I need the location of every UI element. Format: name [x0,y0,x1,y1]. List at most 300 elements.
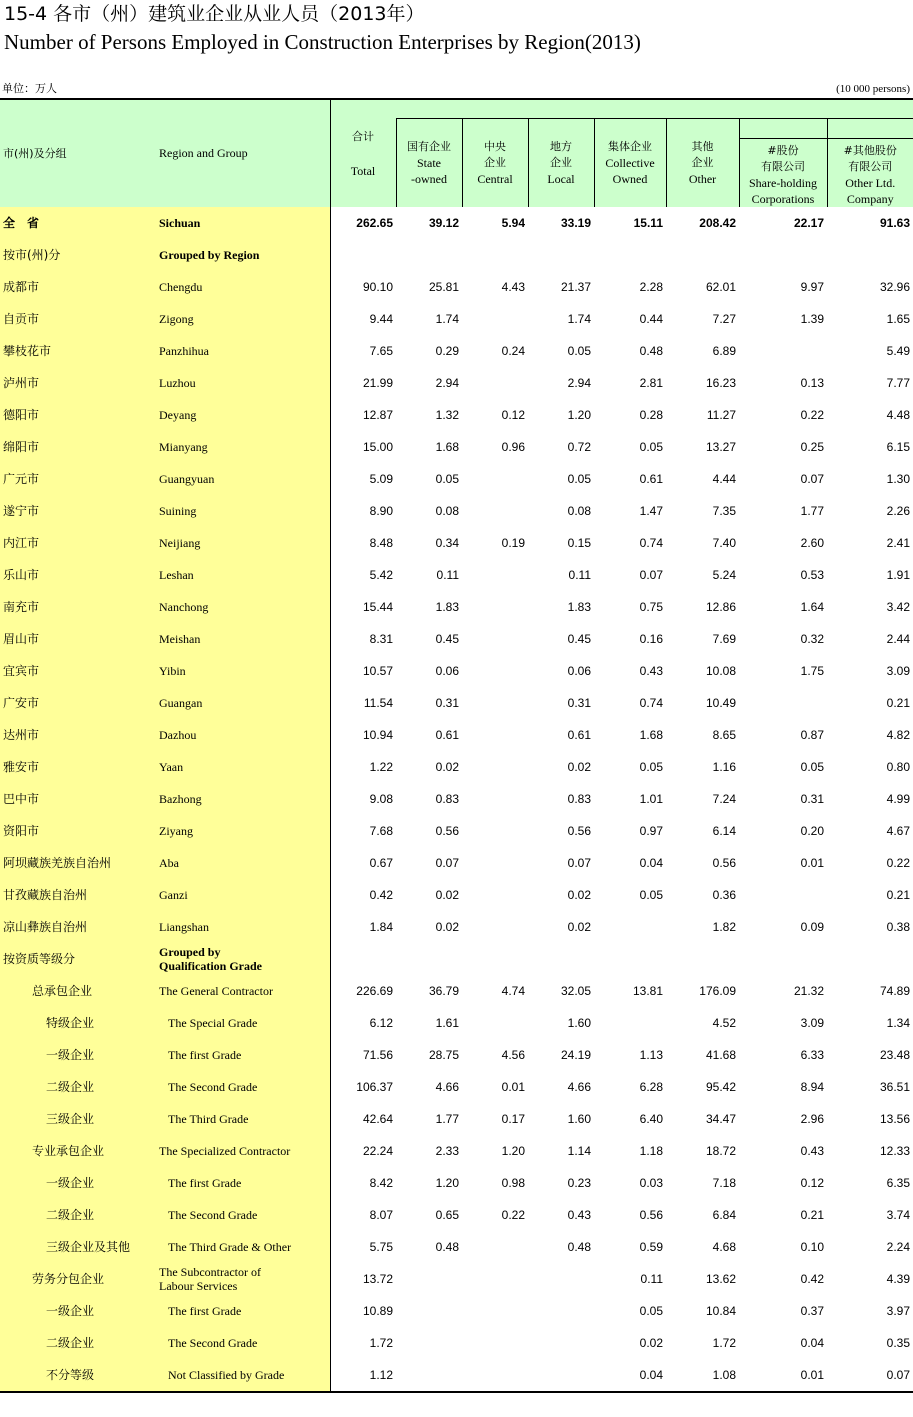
row-label-en: The Third Grade & Other [156,1231,330,1263]
cell-value: 1.83 [567,600,591,614]
cell-value: 0.45 [435,632,459,646]
cell-value: 0.01 [800,856,824,870]
cell-value: 0.43 [800,1144,824,1158]
cell-value: 0.83 [435,792,459,806]
cell-value: 32.05 [560,984,591,998]
cell-value: 6.84 [712,1208,736,1222]
cell-value: 2.96 [800,1112,824,1126]
cell-value: 4.82 [886,728,910,742]
cell-value: 1.30 [886,472,910,486]
cell-value: 1.60 [567,1016,591,1030]
cell-value: 2.94 [567,376,591,390]
cell-value: 0.56 [639,1208,663,1222]
row-label-en: Panzhihua [156,335,330,367]
cell-value: 5.94 [501,216,525,230]
cell-value: 3.74 [886,1208,910,1222]
cell-value: 6.15 [886,440,910,454]
row-label-cn: 内江市 [0,527,156,559]
header-share-holding: #股份 有限公司 Share-holding Corporations [739,119,827,208]
header-other-ltd: #其他股份 有限公司 Other Ltd. Company [827,119,913,208]
cell-value: 0.22 [886,856,910,870]
cell-value: 0.04 [639,856,663,870]
row-label-en: Liangshan [156,911,330,943]
cell-value [462,783,528,815]
row-label-cn: 阿坝藏族羌族自治州 [0,847,156,879]
cell-value: 0.04 [800,1336,824,1350]
cell-value: 0.83 [567,792,591,806]
cell-value: 0.61 [435,728,459,742]
cell-value: 0.42 [330,879,396,911]
cell-value: 3.42 [886,600,910,614]
table-row [0,463,913,495]
cell-value [462,303,528,335]
cell-value: 1.47 [639,504,663,518]
row-label-cn: 德阳市 [0,399,156,431]
cell-value: 1.84 [330,911,396,943]
cell-value: 15.11 [633,216,663,230]
cell-value: 0.43 [567,1208,591,1222]
row-label-en: The Second Grade [156,1071,330,1103]
cell-value: 0.22 [800,408,824,422]
cell-value: 6.28 [639,1080,663,1094]
cell-value: 0.21 [886,696,910,710]
cell-value: 4.66 [567,1080,591,1094]
employment-table [0,98,913,1393]
row-label-en: The Second Grade [156,1327,330,1359]
cell-value: 0.74 [639,536,663,550]
row-label-cn: 二级企业 [0,1071,156,1103]
cell-value: 5.49 [886,344,910,358]
cell-value: 0.02 [639,1336,663,1350]
row-label-cn: 一级企业 [0,1167,156,1199]
cell-value: 1.20 [501,1144,525,1158]
cell-value: 13.81 [632,984,663,998]
table-row [0,1135,913,1167]
cell-value: 7.69 [712,632,736,646]
cell-value: 2.81 [639,376,663,390]
cell-value: 0.07 [567,856,591,870]
cell-value: 7.68 [330,815,396,847]
cell-value: 0.80 [886,760,910,774]
cell-value: 7.40 [712,536,736,550]
row-label-en: The Specialized Contractor [156,1135,330,1167]
cell-value: 208.42 [699,216,736,230]
cell-value: 0.21 [886,888,910,902]
table-row [0,1071,913,1103]
table-row [0,207,913,239]
cell-value: 0.56 [567,824,591,838]
cell-value: 0.35 [886,1336,910,1350]
row-label-cn: 甘孜藏族自治州 [0,879,156,911]
cell-value: 0.02 [567,888,591,902]
cell-value: 4.43 [501,280,525,294]
cell-value: 2.94 [435,376,459,390]
cell-value: 71.56 [330,1039,396,1071]
cell-value: 0.48 [639,344,663,358]
row-label-en: Neijiang [156,527,330,559]
table-row [0,623,913,655]
cell-value: 0.07 [435,856,459,870]
row-label-en: Deyang [156,399,330,431]
cell-value [462,1327,528,1359]
cell-value: 5.09 [330,463,396,495]
cell-value: 0.08 [567,504,591,518]
cell-value: 1.20 [567,408,591,422]
table-row [0,495,913,527]
cell-value: 7.24 [712,792,736,806]
row-label-cn: 不分等级 [0,1359,156,1392]
cell-value: 7.27 [712,312,736,326]
cell-value: 0.48 [567,1240,591,1254]
cell-value [666,239,739,271]
cell-value: 0.97 [639,824,663,838]
row-label-en: Grouped by Region [156,239,330,271]
cell-value: 0.34 [435,536,459,550]
cell-value: 0.29 [435,344,459,358]
cell-value [462,687,528,719]
cell-value: 5.42 [330,559,396,591]
cell-value: 0.05 [639,440,663,454]
cell-value: 0.11 [568,568,591,582]
table-row [0,847,913,879]
cell-value: 0.01 [739,1359,827,1392]
cell-value: 4.56 [501,1048,525,1062]
row-label-en: Guangyuan [156,463,330,495]
cell-value: 0.06 [435,664,459,678]
cell-value: 0.44 [639,312,663,326]
cell-value: 2.60 [800,536,824,550]
table-row [0,1039,913,1071]
cell-value: 4.48 [886,408,910,422]
cell-value [462,943,528,975]
cell-value: 0.37 [800,1304,824,1318]
cell-value: 1.65 [886,312,910,326]
cell-value: 8.42 [330,1167,396,1199]
row-label-en: Ganzi [156,879,330,911]
cell-value [396,1327,462,1359]
unit-label-en: (10 000 persons) [836,83,910,95]
cell-value: 0.59 [639,1240,663,1254]
row-label-en: Bazhong [156,783,330,815]
table-row [0,783,913,815]
row-label-cn: 广安市 [0,687,156,719]
cell-value: 21.99 [330,367,396,399]
row-label-cn: 按市(州)分 [0,239,156,271]
cell-value: 0.24 [501,344,525,358]
cell-value: 0.07 [639,568,663,582]
cell-value: 36.79 [428,984,459,998]
row-label-en: Yaan [156,751,330,783]
cell-value: 0.04 [594,1359,666,1392]
table-row [0,655,913,687]
table-row [0,1295,913,1327]
cell-value: 1.20 [435,1176,459,1190]
cell-value: 90.10 [330,271,396,303]
cell-value [739,943,827,975]
cell-value: 1.61 [435,1016,459,1030]
cell-value: 10.84 [705,1304,736,1318]
cell-value [462,367,528,399]
cell-value: 0.05 [567,344,591,358]
cell-value: 12.86 [705,600,736,614]
table-row [0,239,913,271]
cell-value: 4.39 [886,1272,910,1286]
cell-value: 0.72 [567,440,591,454]
cell-value: 0.02 [567,760,591,774]
cell-value: 0.07 [827,1359,913,1392]
cell-value: 1.13 [639,1048,663,1062]
cell-value [462,1295,528,1327]
cell-value: 4.68 [712,1240,736,1254]
cell-value: 7.18 [712,1176,736,1190]
table-title-cn: 15-4 各市（州）建筑业企业从业人员（2013年） [4,3,425,25]
cell-value: 0.45 [567,632,591,646]
row-label-en: The Third Grade [156,1103,330,1135]
cell-value: 8.31 [330,623,396,655]
cell-value [594,911,666,943]
header-spacer [396,99,913,119]
cell-value: 8.48 [330,527,396,559]
cell-value: 1.74 [435,312,459,326]
cell-value: 2.33 [435,1144,459,1158]
cell-value: 0.98 [501,1176,525,1190]
cell-value: 0.42 [800,1272,824,1286]
cell-value: 62.01 [705,280,736,294]
cell-value: 0.75 [639,600,663,614]
cell-value: 0.11 [640,1272,663,1286]
cell-value: 0.38 [886,920,910,934]
row-label-en: Dazhou [156,719,330,751]
cell-value: 6.35 [886,1176,910,1190]
table-row [0,335,913,367]
cell-value: 12.87 [330,399,396,431]
cell-value: 1.82 [712,920,736,934]
row-label-en: Chengdu [156,271,330,303]
row-label-en: Grouped by Qualification Grade [156,943,330,975]
cell-value [739,239,827,271]
cell-value: 1.68 [639,728,663,742]
cell-value: 10.08 [705,664,736,678]
header-region-en: Region and Group [156,99,330,207]
cell-value: 1.12 [330,1359,396,1392]
cell-value: 3.97 [886,1304,910,1318]
cell-value [396,1359,462,1392]
row-label-cn: 三级企业 [0,1103,156,1135]
cell-value: 1.18 [639,1144,663,1158]
cell-value: 6.33 [800,1048,824,1062]
table-row [0,367,913,399]
table-row [0,1103,913,1135]
cell-value: 2.44 [886,632,910,646]
cell-value: 0.56 [712,856,736,870]
cell-value: 1.08 [666,1359,739,1392]
cell-value: 32.96 [879,280,910,294]
cell-value [594,943,666,975]
row-label-en: The first Grade [156,1295,330,1327]
unit-label-cn: 单位：万人 [2,82,57,95]
row-label-cn: 一级企业 [0,1039,156,1071]
table-row [0,687,913,719]
cell-value: 0.07 [800,472,824,486]
cell-value: 36.51 [879,1080,910,1094]
cell-value [594,239,666,271]
row-label-en: The General Contractor [156,975,330,1007]
cell-value: 13.72 [330,1263,396,1295]
cell-value [330,943,396,975]
cell-value: 24.19 [560,1048,591,1062]
cell-value [462,879,528,911]
cell-value [827,943,913,975]
cell-value: 3.09 [800,1016,824,1030]
cell-value: 1.16 [712,760,736,774]
cell-value: 5.75 [330,1231,396,1263]
row-label-cn: 宜宾市 [0,655,156,687]
cell-value: 1.32 [435,408,459,422]
header-total: 合计 Total [330,99,396,207]
row-label-en: Aba [156,847,330,879]
row-label-cn: 特级企业 [0,1007,156,1039]
cell-value [396,1263,462,1295]
row-label-cn: 总承包企业 [0,975,156,1007]
cell-value: 0.74 [639,696,663,710]
cell-value [462,1263,528,1295]
table-row [0,1199,913,1231]
cell-value [462,1359,528,1392]
table-row [0,1327,913,1359]
cell-value: 0.22 [501,1208,525,1222]
cell-value: 4.66 [435,1080,459,1094]
cell-value [462,847,528,879]
header-collective: 集体企业 Collective Owned [594,119,666,208]
cell-value: 176.09 [699,984,736,998]
cell-value: 21.37 [560,280,591,294]
header-other: 其他 企业 Other [666,119,739,208]
cell-value: 10.57 [330,655,396,687]
row-label-en: The Second Grade [156,1199,330,1231]
cell-value [396,1295,462,1327]
cell-value: 1.75 [800,664,824,678]
cell-value: 28.75 [428,1048,459,1062]
cell-value: 10.94 [330,719,396,751]
cell-value [666,943,739,975]
row-label-cn: 巴中市 [0,783,156,815]
cell-value [462,911,528,943]
cell-value [396,239,462,271]
row-label-cn: 资阳市 [0,815,156,847]
table-title-en: Number of Persons Employed in Construction Enterprises by Region(2013) [4,30,641,54]
row-label-cn: 泸州市 [0,367,156,399]
cell-value [330,239,396,271]
cell-value: 39.12 [428,216,459,230]
cell-value [739,879,827,911]
row-label-cn: 凉山彝族自治州 [0,911,156,943]
cell-value: 0.31 [567,696,591,710]
cell-value: 91.63 [879,216,910,230]
cell-value: 18.72 [705,1144,736,1158]
cell-value: 1.77 [800,504,824,518]
cell-value: 0.28 [639,408,663,422]
row-label-cn: 二级企业 [0,1327,156,1359]
cell-value: 13.62 [705,1272,736,1286]
cell-value: 16.23 [705,376,736,390]
cell-value: 4.99 [886,792,910,806]
row-label-cn: 遂宁市 [0,495,156,527]
row-label-cn: 南充市 [0,591,156,623]
cell-value: 0.08 [435,504,459,518]
cell-value: 106.37 [330,1071,396,1103]
cell-value: 0.48 [435,1240,459,1254]
row-label-cn: 专业承包企业 [0,1135,156,1167]
cell-value: 6.89 [712,344,736,358]
cell-value: 0.05 [567,472,591,486]
table-row [0,1231,913,1263]
cell-value: 0.61 [639,472,663,486]
table-row [0,1007,913,1039]
cell-value: 15.00 [330,431,396,463]
row-label-en: Nanchong [156,591,330,623]
cell-value: 10.89 [330,1295,396,1327]
header-region-cn: 市(州)及分组 [0,99,156,207]
table-row [0,1167,913,1199]
cell-value: 8.90 [330,495,396,527]
cell-value: 13.56 [879,1112,910,1126]
row-label-cn: 一级企业 [0,1295,156,1327]
cell-value: 5.24 [712,568,736,582]
cell-value: 9.08 [330,783,396,815]
header-central: 中央 企业 Central [462,119,528,208]
cell-value: 0.05 [435,472,459,486]
cell-value: 25.81 [428,280,459,294]
cell-value: 11.54 [330,687,396,719]
table-row [0,1263,913,1295]
cell-value: 0.10 [800,1240,824,1254]
cell-value [462,1231,528,1263]
cell-value: 3.09 [886,664,910,678]
cell-value: 0.17 [501,1112,525,1126]
cell-value: 0.23 [567,1176,591,1190]
cell-value [462,239,528,271]
cell-value: 1.60 [567,1112,591,1126]
cell-value: 6.12 [330,1007,396,1039]
cell-value: 13.27 [705,440,736,454]
cell-value [462,623,528,655]
cell-value: 0.03 [639,1176,663,1190]
cell-value [528,943,594,975]
table-row [0,911,913,943]
cell-value [528,239,594,271]
cell-value: 9.44 [330,303,396,335]
cell-value [462,591,528,623]
cell-value: 4.44 [712,472,736,486]
cell-value: 0.12 [501,408,525,422]
cell-value: 0.31 [800,792,824,806]
cell-value [462,815,528,847]
table-row [0,559,913,591]
cell-value [528,1359,594,1392]
cell-value: 0.43 [639,664,663,678]
cell-value: 4.74 [501,984,525,998]
row-label-en: The first Grade [156,1167,330,1199]
table-row [0,751,913,783]
header-local: 地方 企业 Local [528,119,594,208]
table-row [0,271,913,303]
row-label-cn: 自贡市 [0,303,156,335]
cell-value [462,495,528,527]
cell-value: 0.16 [639,632,663,646]
cell-value: 0.01 [501,1080,525,1094]
row-label-en: Not Classified by Grade [156,1359,330,1392]
cell-value: 0.05 [639,760,663,774]
